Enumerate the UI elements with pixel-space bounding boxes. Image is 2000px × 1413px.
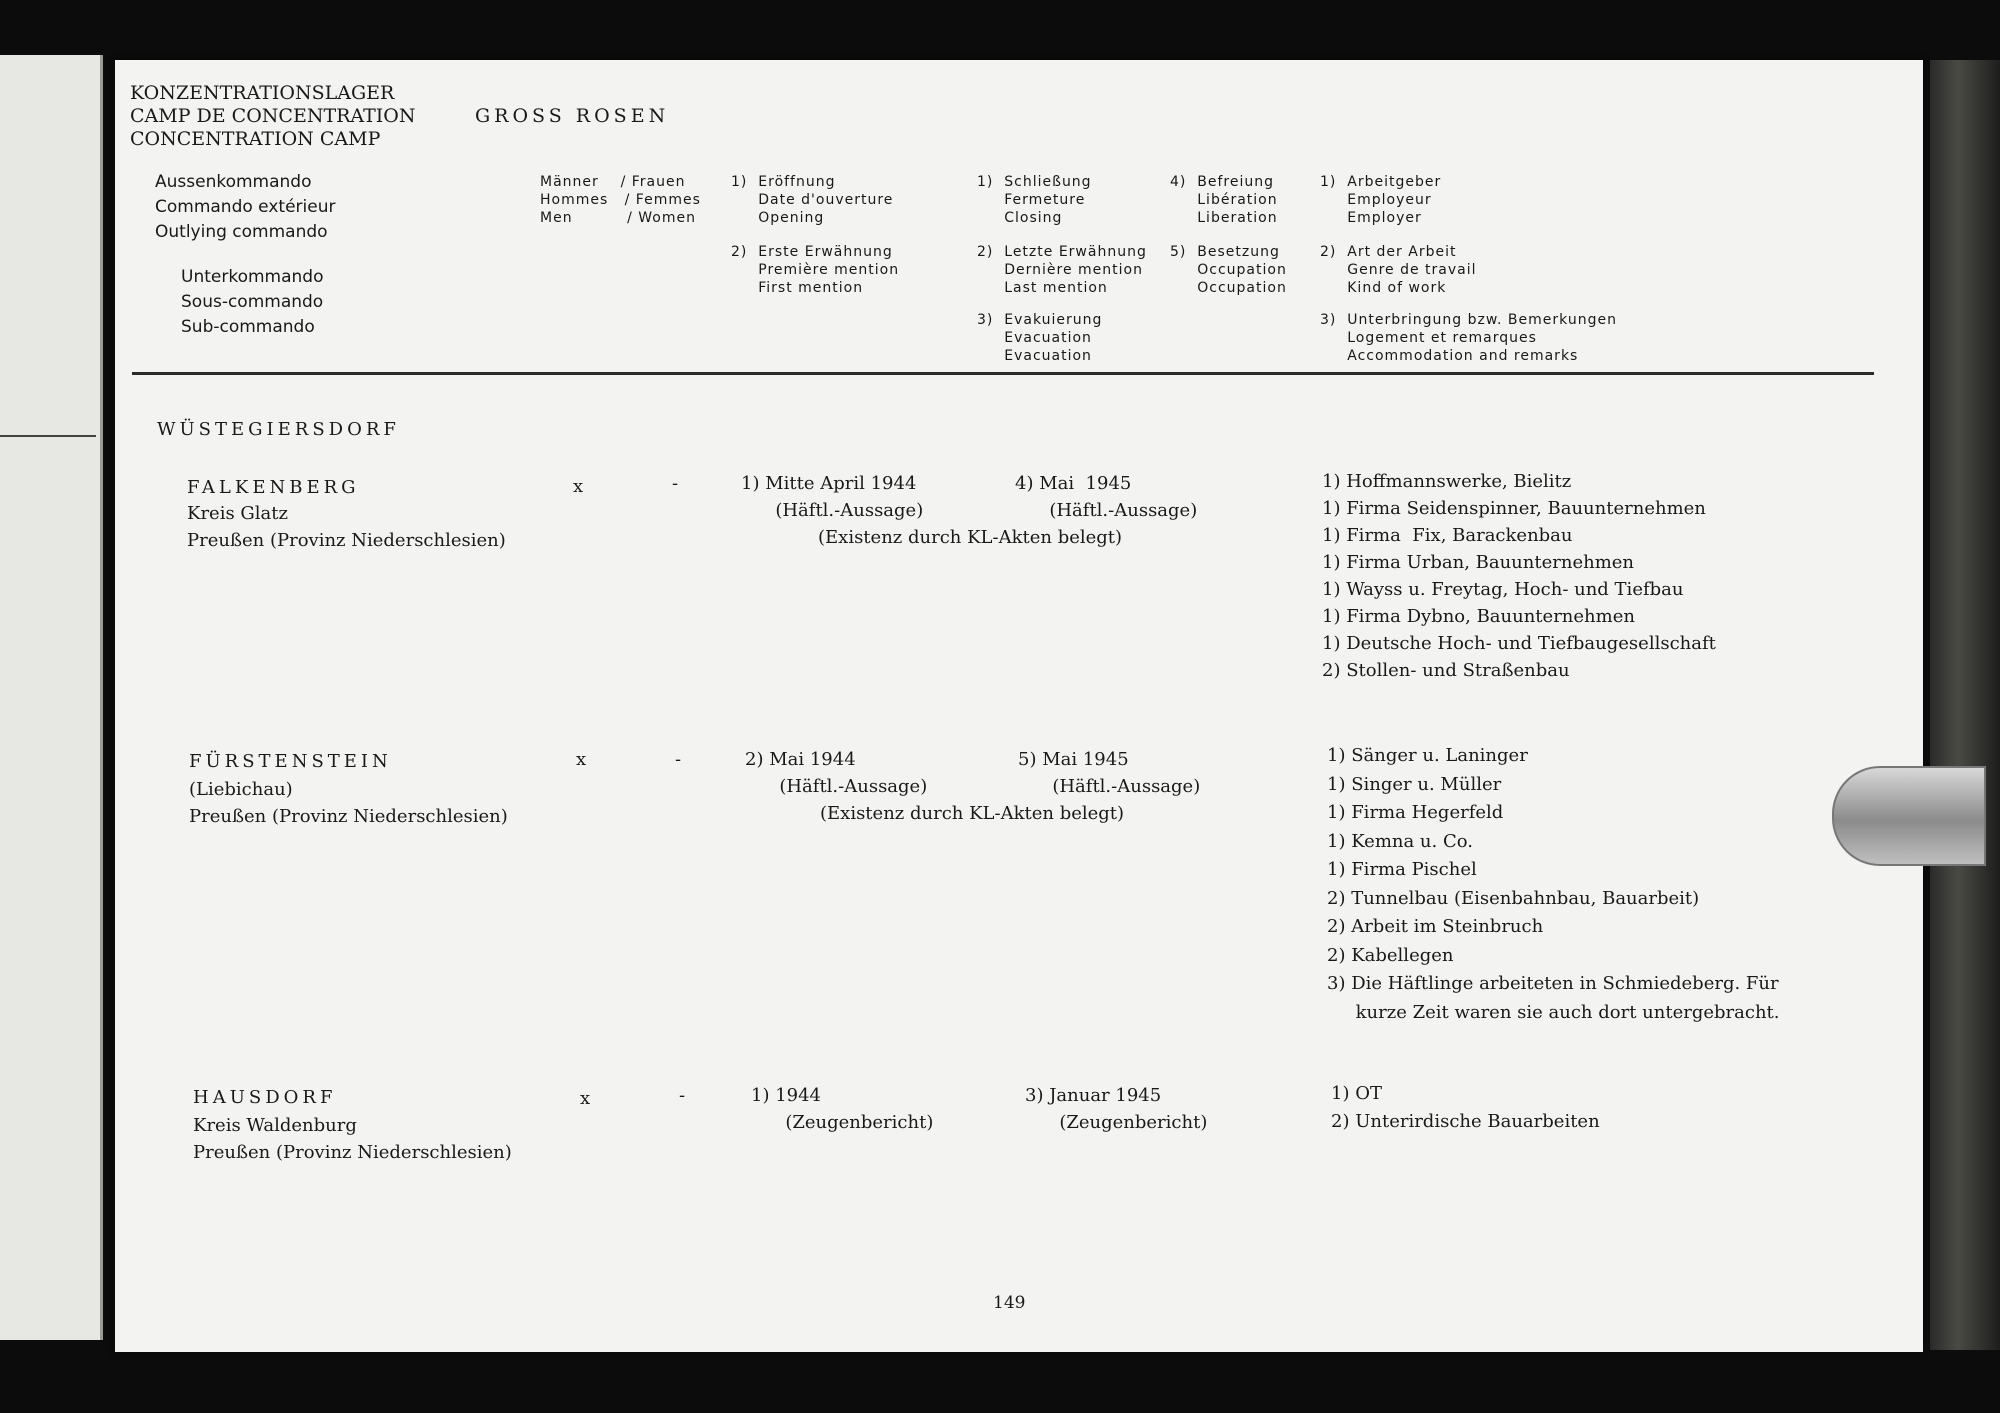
entry-work-list: 1) Hoffmannswerke, Bielitz 1) Firma Seidenspinner, Bauunternehmen 1) Firma Fix, Barackenbau 1) Firma Urban, Bauunternehmen 1) Wayss u. Freytag, Hoch- und Tiefbau 1) Firma Dybno, Bauunternehmen 1) Deutsche Hoch- und Tiefbaugesellschaft 2) Stollen- und Straßenbau [1322,471,1716,681]
legend-occupation: 5) Besetzung Occupation Occupation [1170,244,1287,296]
left-page-rule [0,435,96,437]
entry-location: Kreis Waldenburg Preußen (Provinz Niederschlesien) [193,1115,512,1163]
page-number: 149 [993,1293,1026,1313]
book-page [115,60,1923,1352]
book-cover-edge [1930,60,2000,1350]
entry-men-mark: x [576,749,587,770]
legend-kind-of-work: 2) Art der Arbeit Genre de travail Kind of work [1320,244,1477,296]
aussenkommando-label: Aussenkommando Commando extérieur Outlying commando [155,172,336,242]
legend-closing: 1) Schließung Fermeture Closing [977,174,1092,226]
camp-name: GROSS ROSEN [475,105,670,127]
section-title: WÜSTEGIERSDORF [157,419,400,440]
entry-women-mark: - [675,749,682,770]
entry-name: FÜRSTENSTEIN [189,751,392,772]
entry-note: (Existenz durch KL-Akten belegt) [818,527,1123,548]
left-page-edge [0,55,103,1340]
legend-opening: 1) Eröffnung Date d'ouverture Opening [731,174,894,226]
entry-note: (Existenz durch KL-Akten belegt) [820,803,1125,824]
entry-men-mark: x [573,476,584,497]
header-rule [132,372,1874,375]
legend-evacuation: 3) Evakuierung Evacuation Evacuation [977,312,1103,364]
camp-type-title: KONZENTRATIONSLAGER CAMP DE CONCENTRATION CONCENTRATION CAMP [130,82,416,150]
entry-opening: 1) Mitte April 1944 (Häftl.-Aussage) [741,473,924,521]
entry-opening: 1) 1944 (Zeugenbericht) [751,1085,934,1133]
unterkommando-label: Unterkommando Sous-commando Sub-commando [181,267,324,337]
legend-liberation: 4) Befreiung Libération Liberation [1170,174,1278,226]
entry-name: FALKENBERG [187,477,360,498]
entry-women-mark: - [679,1085,686,1106]
legend-last-mention: 2) Letzte Erwähnung Dernière mention Last mention [977,244,1147,296]
gender-legend: Männer / Frauen Hommes / Femmes Men / Women [540,174,701,226]
legend-first-mention: 2) Erste Erwähnung Première mention First mention [731,244,900,296]
entry-work-list: 1) OT 2) Unterirdische Bauarbeiten [1331,1083,1600,1132]
entry-name: HAUSDORF [193,1087,337,1108]
entry-work-list: 1) Sänger u. Laninger 1) Singer u. Müller 1) Firma Hegerfeld 1) Kemna u. Co. 1) Firma Pischel 2) Tunnelbau (Eisenbahnbau, Bauarbeit) 2) Arbeit im Steinbruch 2) Kabellegen 3) Die Häftlinge arbeiteten in Schmiedeberg. Für kurze Zeit waren sie auch dort untergebracht. [1327,745,1780,1023]
entry-men-mark: x [580,1088,591,1109]
entry-opening: 2) Mai 1944 (Häftl.-Aussage) [745,749,928,797]
entry-location: (Liebichau) Preußen (Provinz Niederschlesien) [189,779,508,827]
entry-closing: 4) Mai 1945 (Häftl.-Aussage) [1015,473,1198,521]
entry-closing: 5) Mai 1945 (Häftl.-Aussage) [1018,749,1201,797]
legend-employer: 1) Arbeitgeber Employeur Employer [1320,174,1442,226]
entry-location: Kreis Glatz Preußen (Provinz Niederschlesien) [187,503,506,551]
entry-closing: 3) Januar 1945 (Zeugenbericht) [1025,1085,1208,1133]
legend-remarks: 3) Unterbringung bzw. Bemerkungen Logement et remarques Accommodation and remarks [1320,312,1617,364]
entry-women-mark: - [672,473,679,494]
page-clip [1832,766,1986,866]
